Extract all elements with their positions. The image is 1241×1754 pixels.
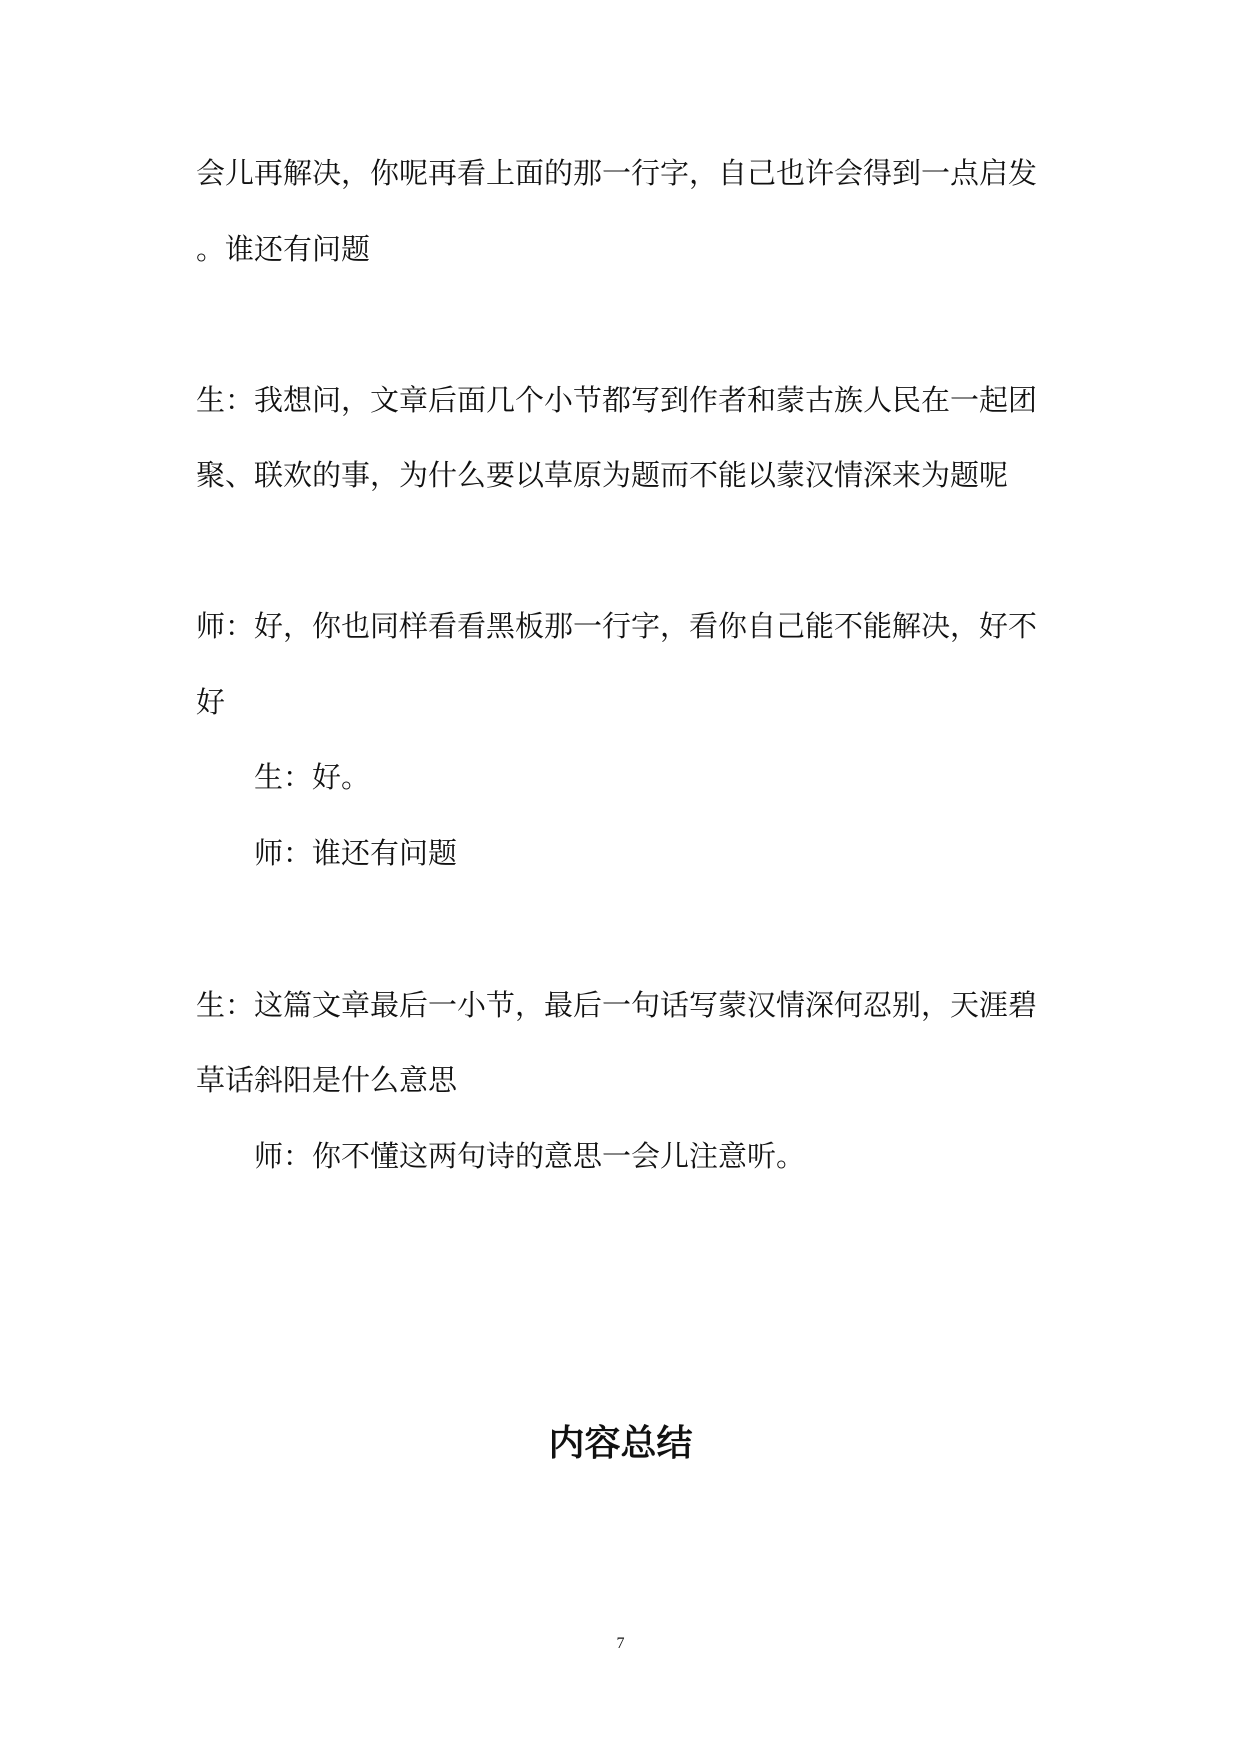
- section-heading: 内容总结: [548, 1422, 693, 1464]
- paragraph-2-line-2: 聚、联欢的事，为什么要以草原为题而不能以蒙汉情深来为题呢: [196, 458, 1009, 492]
- page-number: 7: [616, 1635, 625, 1652]
- paragraph-7-line-1: 师：你不懂这两句诗的意思一会儿注意听。: [254, 1139, 806, 1173]
- paragraph-2-line-1: 生：我想问，文章后面几个小节都写到作者和蒙古族人民在一起团: [196, 383, 1038, 417]
- paragraph-4-line-1: 生：好。: [254, 760, 371, 794]
- paragraph-3-line-2: 好: [196, 685, 226, 719]
- paragraph-6-line-1: 生：这篇文章最后一小节，最后一句话写蒙汉情深何忍别，天涯碧: [196, 988, 1038, 1022]
- paragraph-6-line-2: 草话斜阳是什么意思: [196, 1063, 458, 1097]
- paragraph-1-line-2: 。谁还有问题: [196, 232, 371, 266]
- paragraph-1-line-1: 会儿再解决，你呢再看上面的那一行字，自己也许会得到一点启发: [196, 156, 1038, 190]
- paragraph-5-line-1: 师：谁还有问题: [254, 836, 458, 870]
- paragraph-3-line-1: 师：好，你也同样看看黑板那一行字，看你自己能不能解决，好不: [196, 609, 1038, 643]
